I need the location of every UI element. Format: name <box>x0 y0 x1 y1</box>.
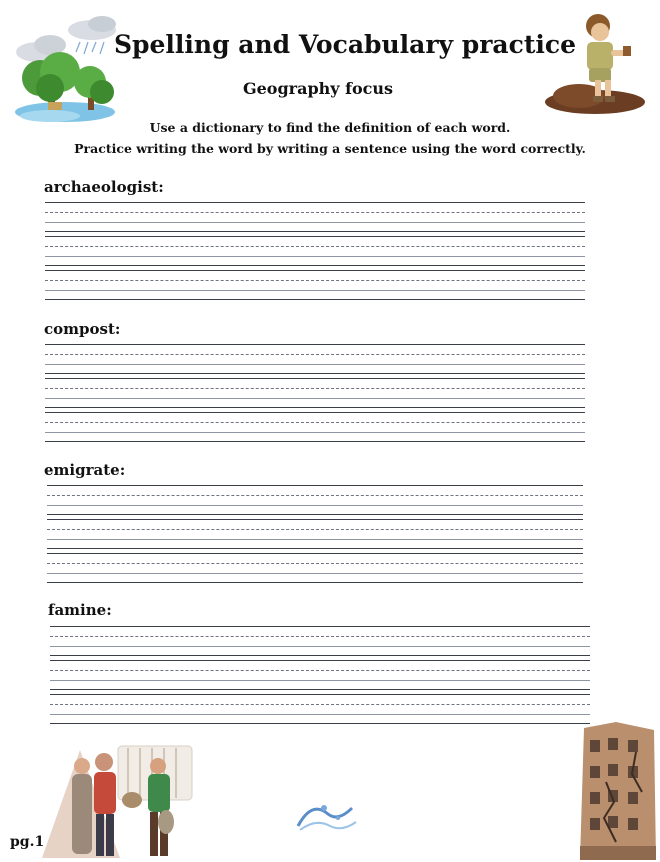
writing-lines-archaeologist[interactable] <box>45 202 585 304</box>
publisher-logo-icon <box>294 796 360 836</box>
writing-lines-compost[interactable] <box>45 344 585 446</box>
ruleset <box>50 694 590 728</box>
word-label-archaeologist: archaeologist: <box>44 178 164 196</box>
instructions <box>30 117 630 159</box>
ruleset <box>47 553 583 587</box>
damaged-building-icon <box>576 722 658 860</box>
ruleset <box>45 236 585 270</box>
word-label-emigrate: emigrate: <box>44 461 126 479</box>
refugee-family-icon <box>40 740 195 860</box>
ruleset <box>45 412 585 446</box>
word-label-famine: famine: <box>48 601 112 619</box>
weather-trees-icon <box>10 12 120 127</box>
writing-lines-emigrate[interactable] <box>47 485 583 587</box>
ruleset <box>45 202 585 236</box>
ruleset <box>45 344 585 378</box>
ruleset <box>47 485 583 519</box>
ruleset <box>50 626 590 660</box>
instruction-line-1: Use a dictionary to find the definition of each word. <box>149 120 511 135</box>
archaeologist-child-icon <box>543 10 648 115</box>
ruleset <box>50 660 590 694</box>
writing-lines-famine[interactable] <box>50 626 590 728</box>
word-label-compost: compost: <box>44 320 121 338</box>
ruleset <box>45 270 585 304</box>
page-title: Spelling and Vocabulary practice <box>113 30 577 59</box>
ruleset <box>47 519 583 553</box>
ruleset <box>45 378 585 412</box>
instruction-line-2: Practice writing the word by writing a sentence using the word correctly. <box>74 141 586 156</box>
page-number: pg.1 <box>10 834 45 850</box>
page-subtitle: Geography focus <box>242 79 394 98</box>
